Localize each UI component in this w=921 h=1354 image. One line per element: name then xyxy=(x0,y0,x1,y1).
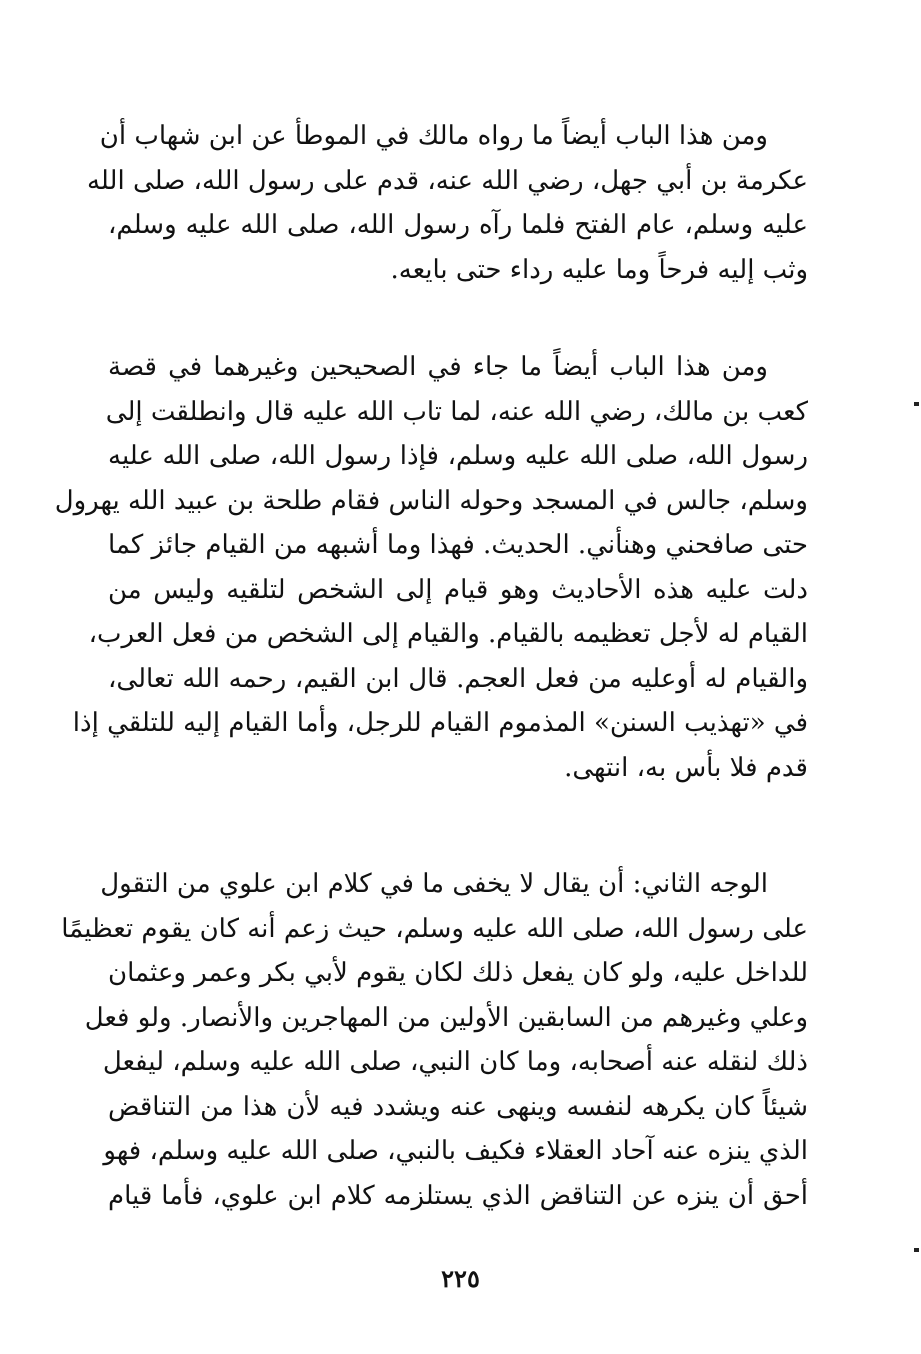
paragraph-line: ومن هذا الباب أيضاً ما جاء في الصحيحين وغيرهما في قصة xyxy=(108,352,768,382)
paragraph-line: عليه وسلم، عام الفتح فلما رآه رسول الله، صلى الله عليه وسلم، xyxy=(108,210,808,240)
paragraph-line: والقيام له أوعليه من فعل العجم. قال ابن القيم، رحمه الله تعالى، xyxy=(108,663,808,694)
paragraph-line: القيام له لأجل تعظيمه بالقيام. والقيام إلى الشخص من فعل العرب، xyxy=(88,619,808,649)
page-number: ٢٢٥ xyxy=(441,1264,480,1293)
paragraph-3 xyxy=(61,862,808,1218)
paragraph-line: الوجه الثاني: أن يقال لا يخفى ما في كلام ابن علوي من التقول xyxy=(100,869,768,899)
paragraph-line: دلت عليه هذه الأحاديث وهو قيام إلى الشخص لتلقيه وليس من xyxy=(108,574,808,605)
paragraph-line: على رسول الله، صلى الله عليه وسلم، حيث زعم أنه كان يقوم تعظيمًا xyxy=(61,913,808,944)
paragraph-line: ومن هذا الباب أيضاً ما رواه مالك في الموطأ عن ابن شهاب أن xyxy=(99,121,768,151)
paragraph-line: الذي ينزه عنه آحاد العقلاء فكيف بالنبي، صلى الله عليه وسلم، فهو xyxy=(103,1136,808,1166)
paragraph-line: قدم فلا بأس به، انتهى. xyxy=(564,752,808,783)
paragraph-line: وثب إليه فرحاً وما عليه رداء حتى بايعه. xyxy=(390,254,808,285)
margin-mark xyxy=(914,402,919,406)
paragraph-line: أحق أن ينزه عن التناقض الذي يستلزمه كلام ابن علوي، فأما قيام xyxy=(108,1180,808,1211)
paragraph-line: شيئاً كان يكرهه لنفسه وينهى عنه ويشدد فيه لأن هذا من التناقض xyxy=(108,1091,808,1122)
margin-mark xyxy=(914,1248,919,1252)
paragraph-line: وسلم، جالس في المسجد وحوله الناس فقام طلحة بن عبيد الله يهرول xyxy=(54,485,808,516)
paragraph-line: للداخل عليه، ولو كان يفعل ذلك لكان يقوم لأبي بكر وعمر وعثمان xyxy=(107,958,808,988)
paragraph-1 xyxy=(86,114,808,292)
paragraph-line: رسول الله، صلى الله عليه وسلم، فإذا رسول الله، صلى الله عليه xyxy=(108,441,809,471)
paragraph-line: في «تهذيب السنن» المذموم القيام للرجل، وأما القيام إليه للتلقي إذا xyxy=(72,708,808,738)
paragraph-line: وعلي وغيرهم من السابقين الأولين من المهاجرين والأنصار. ولو فعل xyxy=(84,1002,808,1033)
paragraph-line: حتى صافحني وهنأني. الحديث. فهذا وما أشبهه من القيام جائز كما xyxy=(107,530,808,560)
paragraph-line: ذلك لنقله عنه أصحابه، وما كان النبي، صلى الله عليه وسلم، ليفعل xyxy=(102,1047,808,1077)
paragraph-2 xyxy=(54,345,809,790)
paragraph-line: عكرمة بن أبي جهل، رضي الله عنه، قدم على رسول الله، صلى الله xyxy=(86,165,808,196)
paragraph-line: كعب بن مالك، رضي الله عنه، لما تاب الله عليه قال وانطلقت إلى xyxy=(105,396,808,427)
